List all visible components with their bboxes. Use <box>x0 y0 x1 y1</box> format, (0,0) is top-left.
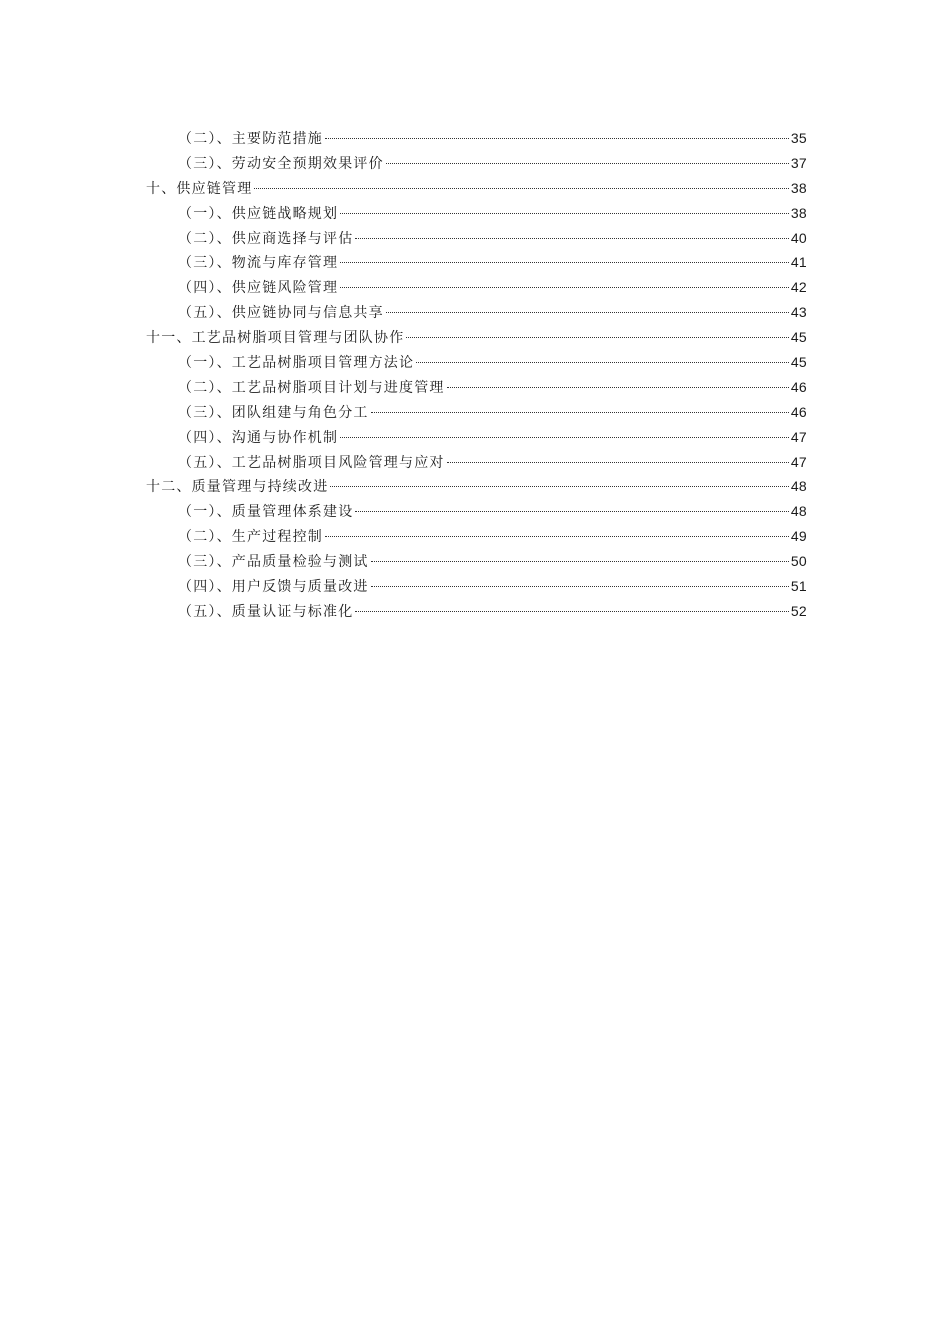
toc-chapter-entry[interactable] <box>146 176 807 201</box>
toc-dot-leader <box>340 213 789 214</box>
toc-dot-leader <box>386 163 789 164</box>
toc-section-entry[interactable] <box>146 549 807 574</box>
toc-dot-leader <box>371 561 789 562</box>
toc-chapter-entry[interactable] <box>146 474 807 499</box>
toc-entry-title: （二）、工艺品树脂项目计划与进度管理 <box>178 379 445 396</box>
toc-entry-title: （一）、供应链战略规划 <box>178 205 339 222</box>
toc-page-number: 49 <box>790 528 807 545</box>
toc-dot-leader <box>325 536 789 537</box>
toc-page-number: 47 <box>790 453 807 470</box>
toc-page-number: 38 <box>790 179 807 196</box>
toc-section-entry[interactable] <box>146 250 807 275</box>
toc-section-entry[interactable] <box>146 375 807 400</box>
toc-entry-title: 十一、工艺品树脂项目管理与团队协作 <box>146 330 405 347</box>
toc-entry-title: （三）、劳动安全预期效果评价 <box>178 155 384 172</box>
toc-page-number: 45 <box>790 329 807 346</box>
toc-section-entry[interactable] <box>146 574 807 599</box>
toc-dot-leader <box>355 238 788 239</box>
toc-page-number: 50 <box>790 553 807 570</box>
toc-page-number: 45 <box>790 354 807 371</box>
toc-section-entry[interactable] <box>146 226 807 251</box>
toc-dot-leader <box>447 462 789 463</box>
toc-dot-leader <box>330 486 788 487</box>
toc-dot-leader <box>355 611 788 612</box>
toc-entry-title: （五）、供应链协同与信息共享 <box>178 305 384 322</box>
toc-entry-title: 十二、质量管理与持续改进 <box>146 479 329 496</box>
toc-page-number: 48 <box>790 503 807 520</box>
toc-section-entry[interactable] <box>146 499 807 524</box>
toc-dot-leader <box>371 586 789 587</box>
toc-section-entry[interactable] <box>146 201 807 226</box>
toc-entry-title: （一）、工艺品树脂项目管理方法论 <box>178 355 415 372</box>
toc-section-entry[interactable] <box>146 300 807 325</box>
toc-dot-leader <box>340 262 789 263</box>
toc-page-number: 37 <box>790 154 807 171</box>
toc-page-number: 43 <box>790 304 807 321</box>
toc-section-entry[interactable] <box>146 425 807 450</box>
toc-dot-leader <box>406 337 788 338</box>
toc-section-entry[interactable] <box>146 524 807 549</box>
toc-section-entry[interactable] <box>146 151 807 176</box>
toc-entry-title: （四）、供应链风险管理 <box>178 280 339 297</box>
toc-section-entry[interactable] <box>146 275 807 300</box>
table-of-contents <box>146 126 807 624</box>
toc-section-entry[interactable] <box>146 599 807 624</box>
toc-page-number: 40 <box>790 229 807 246</box>
toc-entry-title: （三）、团队组建与角色分工 <box>178 404 369 421</box>
toc-entry-title: （五）、工艺品树脂项目风险管理与应对 <box>178 454 445 471</box>
toc-page-number: 52 <box>790 602 807 619</box>
toc-page-number: 51 <box>790 578 807 595</box>
toc-page-number: 35 <box>790 130 807 146</box>
toc-entry-title: （四）、用户反馈与质量改进 <box>178 579 369 596</box>
toc-section-entry[interactable] <box>146 400 807 425</box>
toc-entry-title: （三）、产品质量检验与测试 <box>178 554 369 571</box>
toc-entry-title: （五）、质量认证与标准化 <box>178 603 354 620</box>
toc-dot-leader <box>416 362 789 363</box>
toc-page-number: 48 <box>790 478 807 495</box>
toc-entry-title: 十、供应链管理 <box>146 180 253 197</box>
toc-dot-leader <box>254 188 788 189</box>
toc-dot-leader <box>325 138 789 139</box>
toc-page-number: 46 <box>790 378 807 395</box>
toc-dot-leader <box>386 312 789 313</box>
toc-dot-leader <box>447 387 789 388</box>
toc-dot-leader <box>355 511 788 512</box>
toc-page-number: 38 <box>790 204 807 221</box>
toc-section-entry[interactable] <box>146 350 807 375</box>
toc-entry-title: （二）、生产过程控制 <box>178 529 323 546</box>
toc-page-number: 42 <box>790 279 807 296</box>
toc-entry-title: （二）、主要防范措施 <box>178 131 323 147</box>
toc-entry-title: （一）、质量管理体系建设 <box>178 504 354 521</box>
toc-entry-title: （四）、沟通与协作机制 <box>178 429 339 446</box>
toc-entry-title: （三）、物流与库存管理 <box>178 255 339 272</box>
toc-section-entry[interactable] <box>146 450 807 475</box>
toc-dot-leader <box>340 437 789 438</box>
toc-page-number: 47 <box>790 428 807 445</box>
toc-dot-leader <box>340 287 789 288</box>
toc-section-entry[interactable] <box>146 126 807 151</box>
toc-chapter-entry[interactable] <box>146 325 807 350</box>
toc-dot-leader <box>371 412 789 413</box>
toc-entry-title: （二）、供应商选择与评估 <box>178 230 354 247</box>
toc-page-number: 41 <box>790 254 807 271</box>
toc-page-number: 46 <box>790 403 807 420</box>
